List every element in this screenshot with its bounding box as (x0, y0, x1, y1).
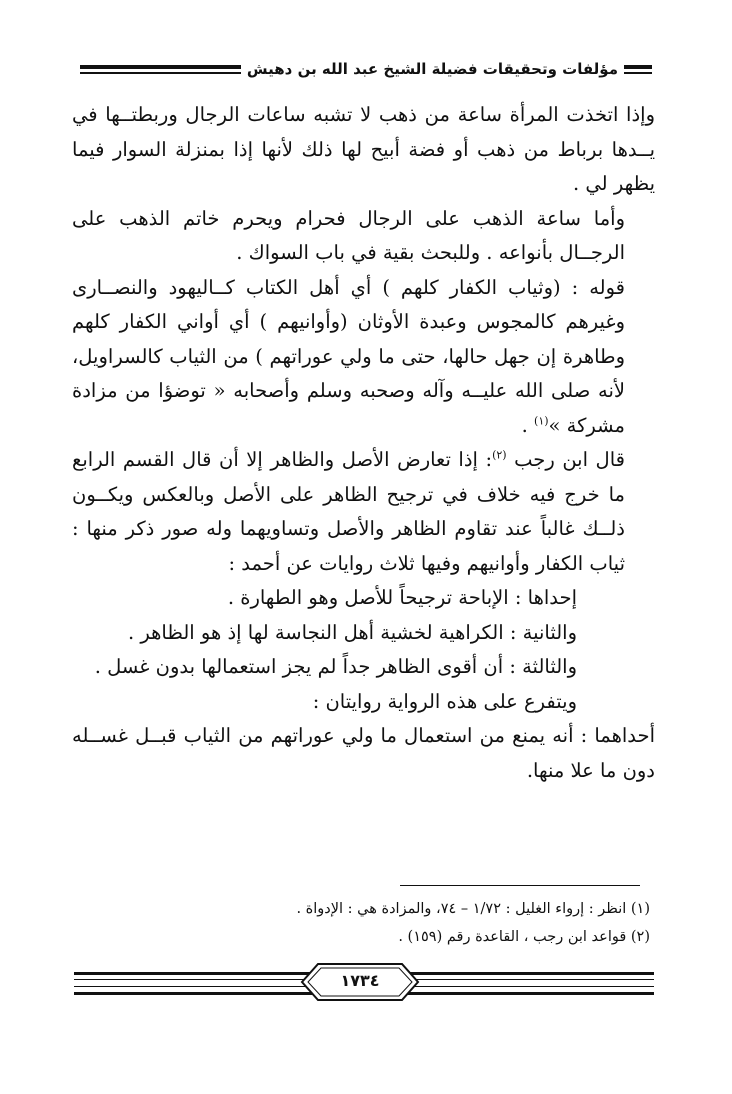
footnote-2: (٢) قواعد ابن رجب ، القاعدة رقم (١٥٩) . (398, 929, 650, 945)
paragraph-first-branch: أحداهما : أنه يمنع من استعمال ما ولي عوراتهم من الثياب قبــل غســله دون ما علا منها. (72, 724, 655, 782)
footnote-separator (400, 885, 640, 886)
main-text (72, 98, 655, 788)
paragraph-ibn-rajab (72, 443, 655, 581)
paragraph-clothes-end: . (521, 413, 535, 437)
paragraph-ibn-rajab-text: : إذا تعارض الأصل والظاهر إلا أن قال القسم الرابع ما خرج فيه خلاف في ترجيح الظاهر على الأصل وبالعكس ويكــون ذلــك غالباً عند تقاوم الظاهر والأصل وتساويهما وله صور ذكر منها : ثياب الكفار وأوانيهم وفيها ثلاث روايات عن أحمد : (72, 448, 625, 575)
page-footer (74, 962, 654, 1002)
narration-second: والثانية : الكراهية لخشية أهل النجاسة لها إذ هو الظاهر . (127, 620, 577, 644)
footnote-1: (١) انظر : إرواء الغليل : ١/٧٢ – ٧٤، والمزادة هي : الإدواة . (296, 901, 650, 917)
paragraph-clothes-text: قوله : (وثياب الكفار كلهم ) أي أهل الكتاب كــاليهود والنصــارى وغيرهم كالمجوس وعبدة الأوثان (وأوانيهم ) أي أواني الكفار كلهم وطاهرة إن جهل حالها، حتى ما ولي عوراتهم ) من الثياب كالسراويل، لأنه صلى الله عليــه وآله وصحبه وسلم وأصحابه « توضؤا من مزادة مشركة » (72, 275, 625, 437)
paragraph-watch-women: وإذا اتخذت المرأة ساعة من ذهب لا تشبه ساعات الرجال وربطتــها في يــدها برباط من ذهب أو فضة أبيح لها ذلك لأنها إذا بمنزلة السوار فيما يظهر لي . (72, 103, 655, 195)
header-title: مؤلفات وتحقيقات فضيلة الشيخ عبد الله بن دهيش (241, 60, 624, 78)
page-number: ١٧٣٤ (340, 971, 380, 990)
footnote-ref-1[interactable]: (١) (534, 414, 549, 427)
footnotes (150, 895, 650, 951)
narration-branch-intro: ويتفرع على هذه الرواية روايتان : (312, 689, 577, 713)
paragraph-ibn-rajab-start: قال ابن رجب (506, 448, 625, 471)
page-number-badge (300, 962, 420, 1002)
narration-first: إحداها : الإباحة ترجيحاً للأصل وهو الطهارة . (227, 586, 577, 609)
narration-third: والثالثة : أن أقوى الظاهر جداً لم يجز استعمالها بدون غسل . (94, 655, 577, 678)
paragraph-watch-men: وأما ساعة الذهب على الرجال فحرام ويحرم خاتم الذهب على الرجــال بأنواعه . وللبحث بقية في باب السواك . (72, 206, 625, 264)
paragraph-clothes-of-disbelievers (72, 271, 655, 444)
footnote-ref-2[interactable]: (٢) (492, 448, 507, 462)
running-header (80, 62, 652, 82)
